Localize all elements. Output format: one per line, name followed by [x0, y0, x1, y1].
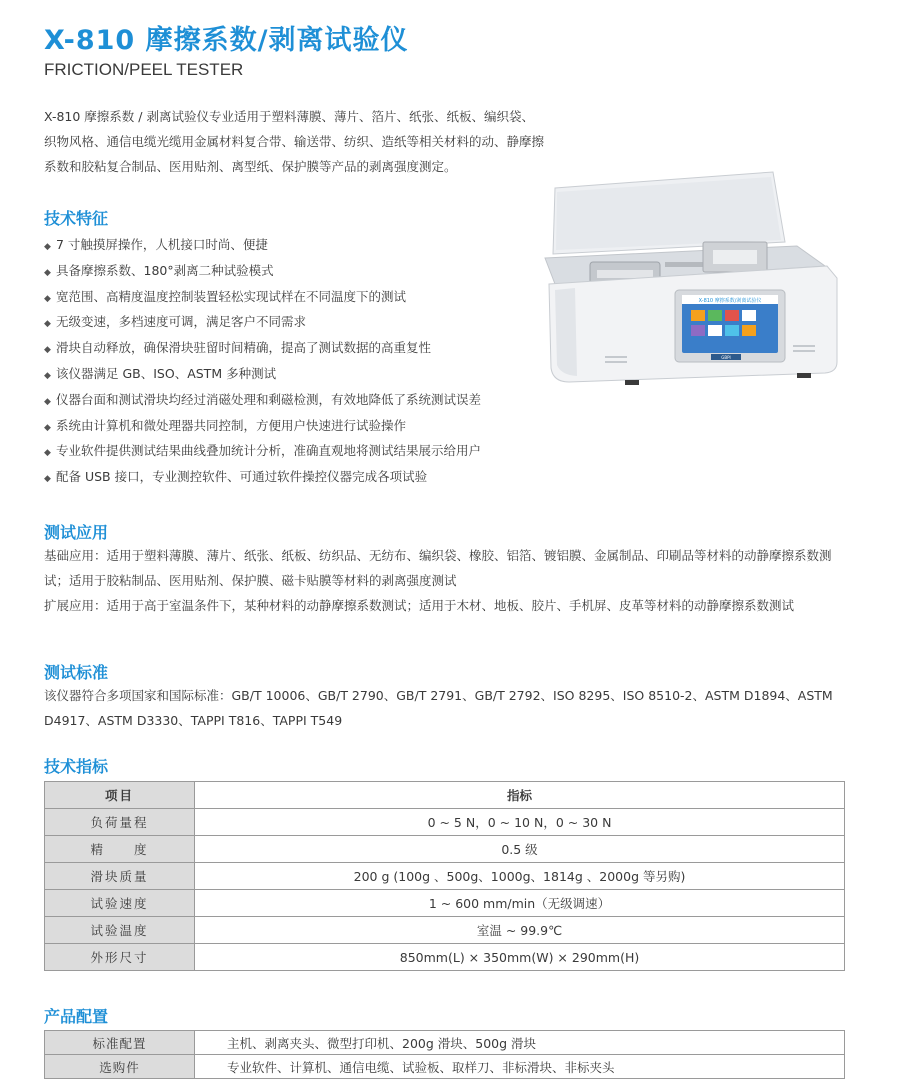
diamond-icon: ◆ — [44, 319, 51, 330]
product-image — [535, 170, 845, 395]
feature-item: ◆ 仪器台面和测试滑块均经过消磁处理和剩磁检测，有效地降低了系统测试误差 — [44, 387, 544, 413]
diamond-icon: ◆ — [44, 242, 51, 252]
config-title: 产品配置 — [44, 1007, 109, 1026]
feature-item: ◆ 滑块自动释放，确保滑块驻留时间精确，提高了测试数据的高重复性 — [44, 335, 544, 361]
spec-value: 室温 ~ 99.9℃ — [195, 917, 845, 944]
product-subtitle: FRICTION/PEEL TESTER — [44, 60, 244, 79]
feature-item: ◆ 具备摩擦系数、180°剥离二种试验模式 — [44, 258, 544, 284]
table-row — [45, 1031, 845, 1055]
table-header-row — [45, 782, 845, 809]
specs-title: 技术指标 — [44, 757, 109, 776]
standards-title: 测试标准 — [44, 663, 109, 682]
features-title: 技术特征 — [44, 209, 109, 228]
feature-item: ◆ 系统由计算机和微处理器共同控制，方便用户快速进行试验操作 — [44, 413, 544, 439]
config-label: 标准配置 — [45, 1031, 195, 1055]
spec-value: 0.5 级 — [195, 836, 845, 863]
diamond-icon: ◆ — [44, 422, 51, 433]
spec-value: 850mm(L) × 350mm(W) × 290mm(H) — [195, 944, 845, 971]
spec-value: 1 ~ 600 mm/min（无级调速） — [195, 890, 845, 917]
basic-application: 基础应用：适用于塑料薄膜、薄片、纸张、纸板、纺织品、无纺布、编织袋、橡胶、铝箔、镀铝膜、金属制品、印刷品等材料的动静摩擦系数测试；适用于胶粘制品、医用贴剂、保护膜、磁卡贴膜等材料的剥离强度测试 — [44, 548, 832, 588]
table-row — [45, 863, 845, 890]
diamond-icon: ◆ — [44, 448, 51, 459]
features-list — [44, 232, 544, 490]
tester-machine-illustration — [535, 170, 845, 395]
feature-item: ◆ 配备 USB 接口，专业测控软件、可通过软件操控仪器完成各项试验 — [44, 464, 544, 490]
config-table — [44, 1030, 845, 1079]
spec-label: 滑块质量 — [45, 863, 195, 890]
feature-item: ◆ 无级变速，多档速度可调，满足客户不同需求 — [44, 309, 544, 335]
diamond-icon: ◆ — [44, 293, 51, 304]
spec-label: 试验速度 — [45, 890, 195, 917]
specs-table — [44, 781, 845, 971]
table-row — [45, 1055, 845, 1079]
feature-item: ◆ 7 寸触摸屏操作，人机接口时尚、便捷 — [44, 232, 544, 258]
extended-application: 扩展应用：适用于高于室温条件下，某种材料的动静摩擦系数测试；适用于木材、地板、胶片、手机屏、皮革等材料的动静摩擦系数测试 — [44, 598, 795, 613]
header-value: 指标 — [195, 782, 845, 809]
spec-label: 外形尺寸 — [45, 944, 195, 971]
spec-label: 试验温度 — [45, 917, 195, 944]
spec-value: 200 g (100g 、500g、1000g、1814g 、2000g 等另购) — [195, 863, 845, 890]
brand-label: GBPI — [721, 355, 731, 360]
config-label: 选购件 — [45, 1055, 195, 1079]
diamond-icon: ◆ — [44, 474, 51, 485]
table-row — [45, 836, 845, 863]
table-row — [45, 917, 845, 944]
diamond-icon: ◆ — [44, 267, 51, 278]
feature-item: ◆ 该仪器满足 GB、ISO、ASTM 多种测试 — [44, 361, 544, 387]
config-value: 专业软件、计算机、通信电缆、试验板、取样刀、非标滑块、非标夹头 — [195, 1055, 845, 1079]
diamond-icon: ◆ — [44, 396, 51, 407]
feature-item: ◆ 专业软件提供测试结果曲线叠加统计分析，准确直观地将测试结果展示给用户 — [44, 438, 544, 464]
intro-paragraph: X-810 摩擦系数 / 剥离试验仪专业适用于塑料薄膜、薄片、箔片、纸张、纸板、编织袋、织物风格、通信电缆光缆用金属材料复合带、输送带、纺织、造纸等相关材料的动、静摩擦系数和胶粘复合制品、医用贴剂、离型纸、保护膜等产品的剥离强度测定。 — [44, 109, 545, 174]
spec-label: 精 度 — [45, 836, 195, 863]
applications-title: 测试应用 — [44, 523, 109, 542]
diamond-icon: ◆ — [44, 345, 51, 356]
header-item: 项目 — [45, 782, 195, 809]
feature-item: ◆ 宽范围、高精度温度控制装置轻松实现试样在不同温度下的测试 — [44, 284, 544, 310]
screen-caption: X-810 摩擦系数/剥离试验仪 — [698, 298, 762, 304]
table-row — [45, 809, 845, 836]
diamond-icon: ◆ — [44, 370, 51, 381]
table-row — [45, 944, 845, 971]
spec-value: 0 ~ 5 N，0 ~ 10 N，0 ~ 30 N — [195, 809, 845, 836]
spec-label: 负荷量程 — [45, 809, 195, 836]
standards-text: 该仪器符合多项国家和国际标准：GB/T 10006、GB/T 2790、GB/T 2791、GB/T 2792、ISO 8295、ISO 8510-2、ASTM D1894、ASTM D4917、ASTM D3330、TAPPI T816、TAPPI T549 — [44, 688, 833, 728]
product-title: X-810 摩擦系数/剥离试验仪 — [44, 25, 409, 56]
table-row — [45, 890, 845, 917]
config-value: 主机、剥离夹头、微型打印机、200g 滑块、500g 滑块 — [195, 1031, 845, 1055]
